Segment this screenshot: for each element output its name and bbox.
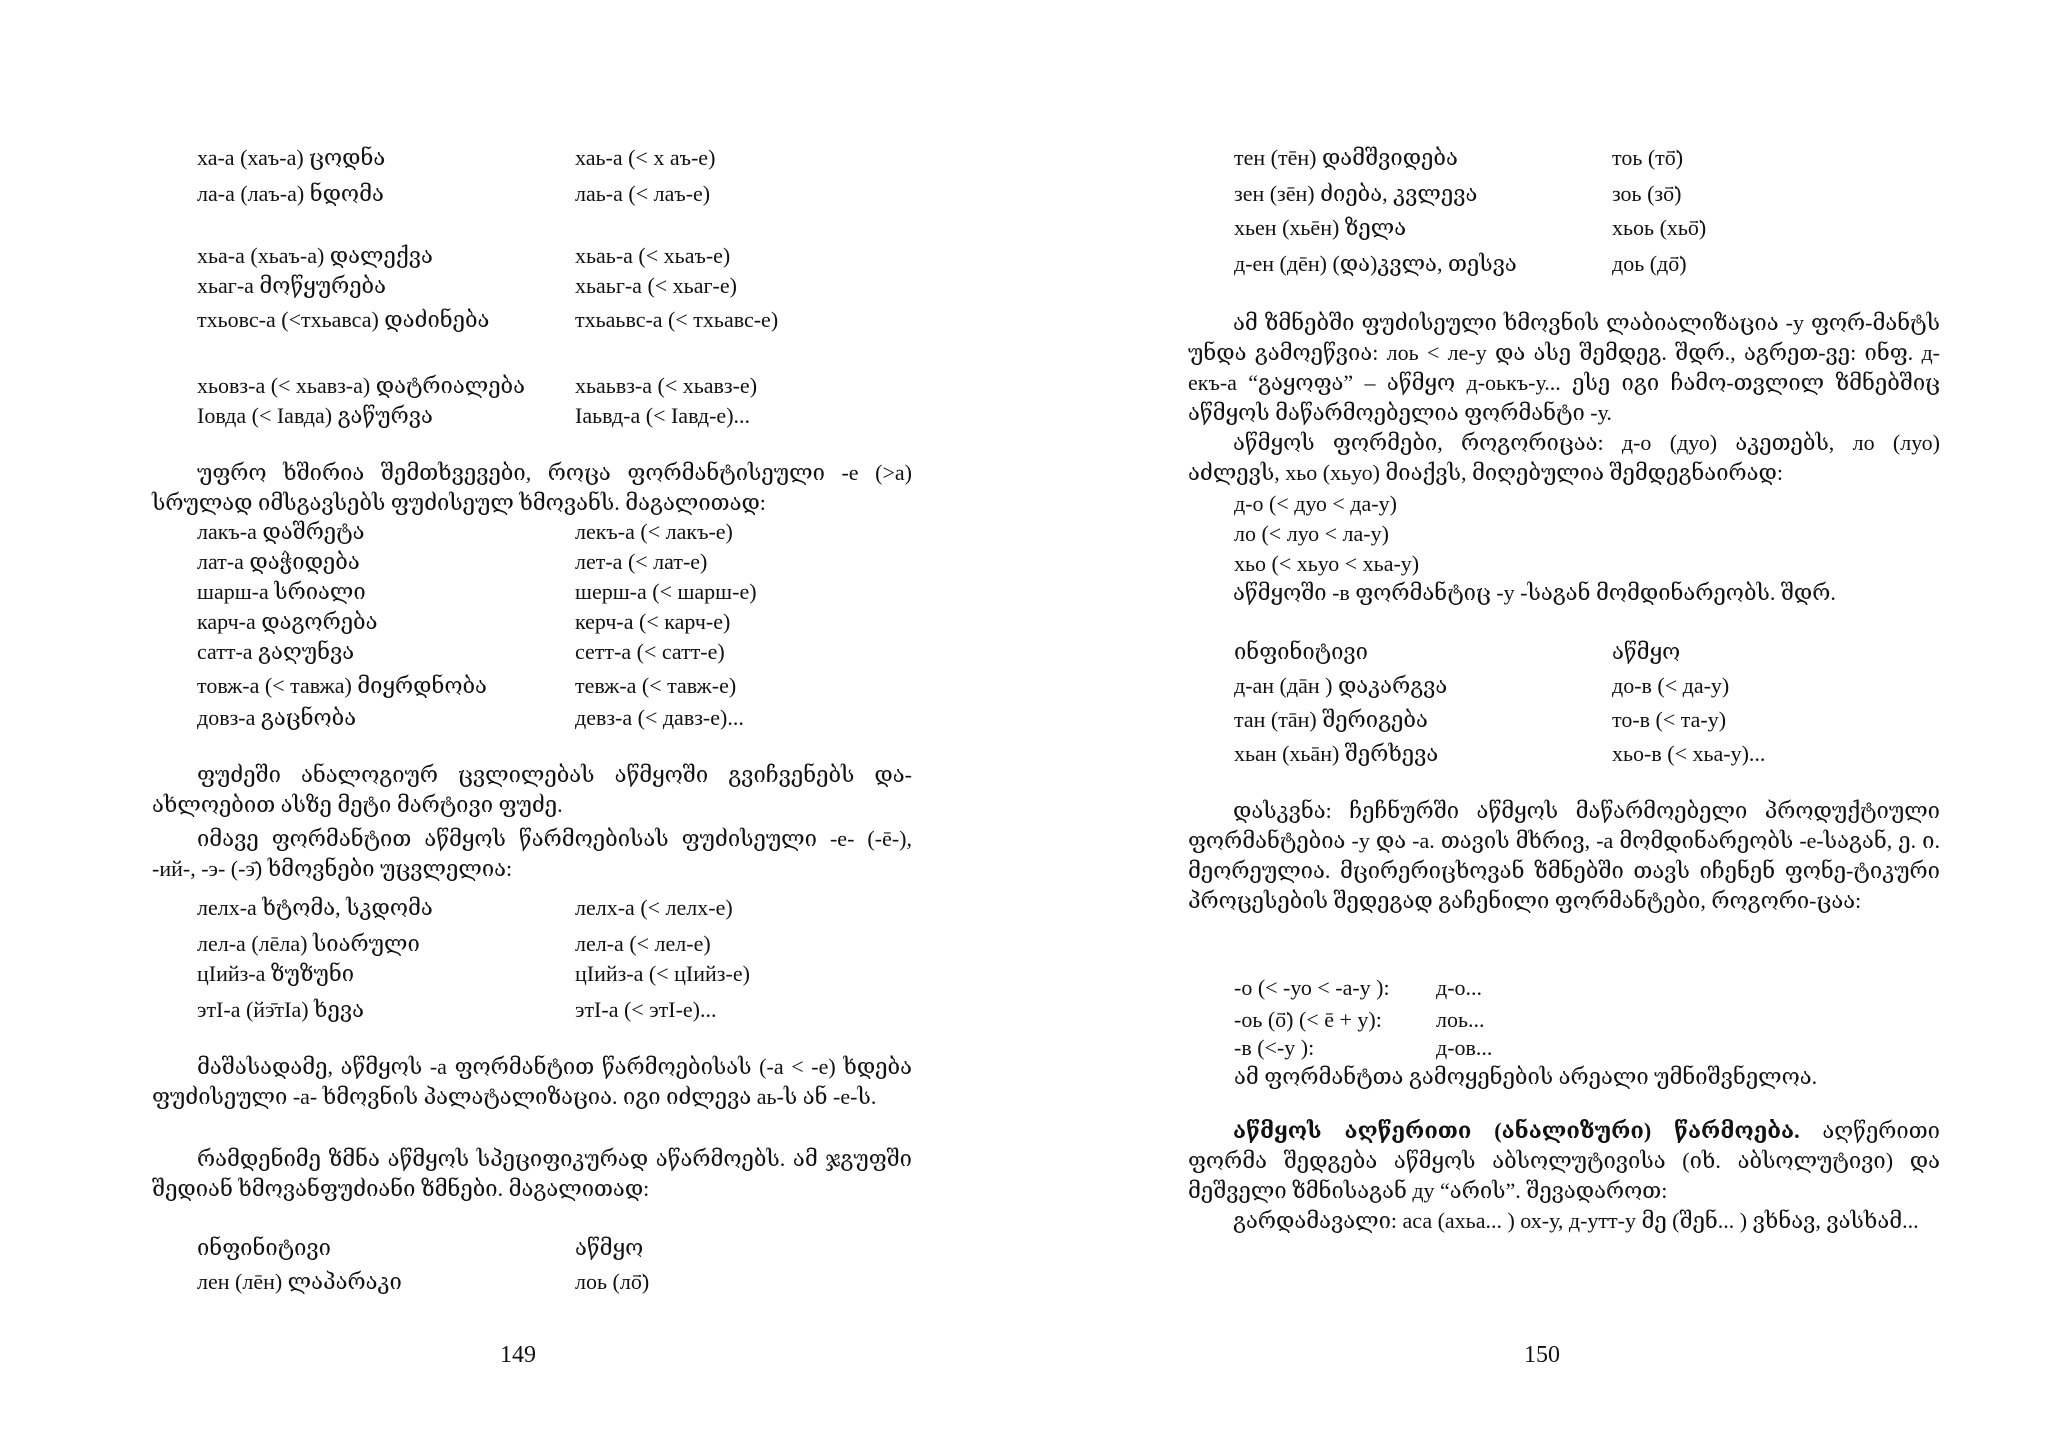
pair-right: до-в (< да-у)	[1612, 673, 1730, 698]
pair-left: д-ан (дāн ) დაკარგვა	[1234, 673, 1448, 698]
pair-right: лекъ-а (< лакъ-е)	[575, 519, 733, 544]
pair-left: этI-а (йэ̄тIа) ხევა	[197, 997, 364, 1022]
pair-right: хьаьг-а (< хьаг-е)	[575, 273, 737, 298]
paragraph: რამდენიმე ზმნა აწმყოს სპეციფიკურად აწარმოებს. ამ ჯგუფში შედიან ხმოვანფუძიანი ზმნები. მაგალითად:	[152, 1146, 912, 1201]
pair-right: აწმყო	[575, 1235, 644, 1260]
pair-right: тхьаьвс-а (< тхьавс-е)	[575, 307, 779, 332]
right-page	[1024, 0, 2048, 1447]
pair-right: хьаь-а (< хьаъ-е)	[575, 243, 731, 268]
paragraph: უფრო ხშირია შემთხვევები, როცა ფორმანტისეული -е (>а) სრულად იმსგავსებს ფუძისეულ ხმოვანს. მაგალითად:	[152, 460, 912, 515]
paragraph: დასკვნა: ჩეჩნურში აწმყოს მაწარმოებელი პროდუქტიული ფორმანტებია -у და -а. თავის მხრივ, -а მომდინარეობს -е-საგან, ე. ი. მეორეულია. მცირერიცხოვან ზმნებში თავს იჩენენ ფონე-ტიკური პროცესების შედეგად გაჩენილი ფორმანტები, როგორი-ცაა:	[1188, 798, 1940, 913]
formant-right: лоь...	[1436, 1007, 1485, 1032]
pair-left: зен (зēн) ძიება, კვლევა	[1234, 181, 1478, 206]
pair-left: ინფინიტივი	[1234, 639, 1368, 664]
pair-left: хьовз-а (< хьавз-а) დატრიალება	[197, 373, 526, 398]
pair-left: сатт-а გაღუნვა	[197, 639, 355, 664]
paragraph: ამ ზმნებში ფუძისეული ხმოვნის ლაბიალიზაცია -у ფორ-მანტს უნდა გამოეწვია: лоь < ле-у და ასე შემდეგ. შდრ., აგრეთ-ვე: ინფ. д-екъ-а “გაყოფა” – აწმყო д-оькъ-у... ესე იგი ჩამო-თვლილ ზმნებშიც აწმყოს მაწარმოებელია ფორმანტი -у.	[1188, 310, 1940, 425]
paragraph: აწმყოში -в ფორმანტიც -у -საგან მომდინარეობს. შდრ.	[1233, 580, 1836, 605]
pair-right: хьоь (хьō̈)	[1612, 215, 1707, 240]
pair-left: хьен (хьēн) ზელა	[1234, 215, 1407, 240]
pair-left: лен (лēн) ლაპარაკი	[197, 1269, 402, 1294]
paragraph: იმავე ფორმანტით აწმყოს წარმოებისას ფუძისეული -е- (-ē-), -ий-, -э- (-э̄) ხმოვნები უცვლელია:	[152, 826, 912, 881]
page-number: 150	[1524, 1342, 1560, 1368]
formant-right: д-ов...	[1436, 1035, 1493, 1060]
pair-left: лелх-а ხტომა, სკდომა	[197, 895, 433, 920]
pair-left: хьа-а (хьаъ-а) დალექვა	[197, 243, 433, 268]
pair-left: тхьовс-а (<тхьавса) დაძინება	[197, 307, 490, 332]
paragraph: ამ ფორმანტთა გამოყენების არეალი უმნიშვნელოა.	[1234, 1064, 1818, 1089]
pair-right: აწმყო	[1612, 639, 1681, 664]
pair-right: цIийз-а (< цIийз-е)	[575, 961, 750, 986]
derivation-line: д-о (< дуо < да-у)	[1234, 491, 1397, 516]
pair-right: хьо-в (< хьа-у)...	[1612, 741, 1766, 766]
formant-left: -оь (ō̈) (< ē + у):	[1234, 1007, 1382, 1032]
pair-right: лоь (лō̈)	[575, 1269, 650, 1294]
pair-right: зоь (зō̈)	[1612, 181, 1682, 206]
pair-right: шерш-а (< шарш-е)	[575, 579, 757, 604]
pair-right: то-в (< та-у)	[1612, 707, 1727, 732]
pair-left: Iовда (< Iавда) გაწურვა	[197, 403, 433, 428]
pair-left: д-ен (дēн) (და)კვლა, თესვა	[1234, 251, 1517, 276]
pair-left: лат-а დაჭიდება	[197, 549, 360, 574]
pair-left: лакъ-а დაშრეტა	[197, 519, 365, 544]
paragraph: ფუძეში ანალოგიურ ცვლილებას აწმყოში გვიჩვენებს და-ახლოებით ასზე მეტი მარტივი ფუძე.	[152, 762, 912, 817]
pair-left: карч-а დაგორება	[197, 609, 378, 634]
derivation-line: хьо (< хьуо < хьа-у)	[1234, 551, 1420, 576]
pair-left: хьаг-а მოწყურება	[197, 273, 387, 298]
formant-left: -о (< -уо < -а-у ):	[1234, 975, 1390, 1000]
paragraph	[1188, 1116, 1940, 1206]
pair-right: Iаьвд-а (< Iавд-е)...	[575, 403, 751, 428]
pair-right: девз-а (< давз-е)...	[575, 705, 744, 730]
paragraph: გარდამავალი: аса (ахьа... ) ох-у, д-утт-у მე (შენ... ) ვხნავ, ვასხამ...	[1233, 1208, 1919, 1233]
pair-left: тан (тāн) შერიგება	[1234, 707, 1428, 732]
pair-left: тен (тēн) დამშვიდება	[1234, 145, 1458, 170]
pair-right: хаь-а (< х аъ-е)	[575, 145, 716, 170]
derivation-line: ло (< луо < ла-у)	[1234, 521, 1389, 546]
pair-left: лел-а (лēла) სიარული	[197, 931, 420, 956]
pair-left: хьан (хьāн) შერხევა	[1234, 741, 1439, 766]
pair-left: довз-а გაცნობა	[197, 705, 357, 730]
pair-right: этI-а (< этI-е)...	[575, 997, 717, 1022]
pair-right: сетт-а (< сатт-е)	[575, 639, 725, 664]
page-number: 149	[500, 1342, 536, 1368]
formant-right: д-о...	[1436, 975, 1483, 1000]
pair-left: ла-а (лаъ-а) ნდომა	[197, 181, 384, 206]
pair-right: лаь-а (< лаъ-е)	[575, 181, 711, 206]
pair-right: лет-а (< лат-е)	[575, 549, 708, 574]
pair-right: тевж-а (< тавж-е)	[575, 673, 737, 698]
pair-left: товж-а (< тавжа) მიყრდნობა	[197, 673, 487, 698]
paragraph: მაშასადამე, აწმყოს -а ფორმანტით წარმოებისას (-а < -е) ხდება ფუძისეული -а- ხმოვნის პალატალიზაცია. იგი იძლევა аь-ს ან -е-ს.	[152, 1054, 912, 1109]
formant-left: -в (<-у ):	[1234, 1035, 1315, 1060]
pair-left: ха-а (хаъ-а) ცოდნა	[197, 145, 386, 170]
pair-right: керч-а (< карч-е)	[575, 609, 731, 634]
pair-right: доь (дō̈)	[1612, 251, 1687, 276]
paragraph-text: აღწერითი ფორმა შედგება აწმყოს აბსოლუტივისა (იხ. აბსოლუტივი) და მეშველი ზმნისაგან ду “არის”. შევადაროთ:	[1188, 1118, 1940, 1203]
paragraph: აწმყოს ფორმები, როგორიცაა: д-о (дуо) აკეთებს, ло (луо) აძლევს, хьо (хьуо) მიაქვს, მიღებულია შემდეგნაირად:	[1188, 430, 1940, 485]
pair-right: лелх-а (< лелх-е)	[575, 895, 733, 920]
pair-right: тоь (тō̈)	[1612, 145, 1684, 170]
pair-left: шарш-а სრიალი	[197, 579, 366, 604]
section-heading: აწმყოს აღწერითი (ანალიზური) წარმოება.	[1233, 1118, 1800, 1143]
pair-left: ინფინიტივი	[197, 1235, 331, 1260]
pair-left: цIийз-а ზუზუნი	[197, 961, 355, 986]
pair-right: лел-а (< лел-е)	[575, 931, 711, 956]
pair-right: хьаьвз-а (< хьавз-е)	[575, 373, 758, 398]
